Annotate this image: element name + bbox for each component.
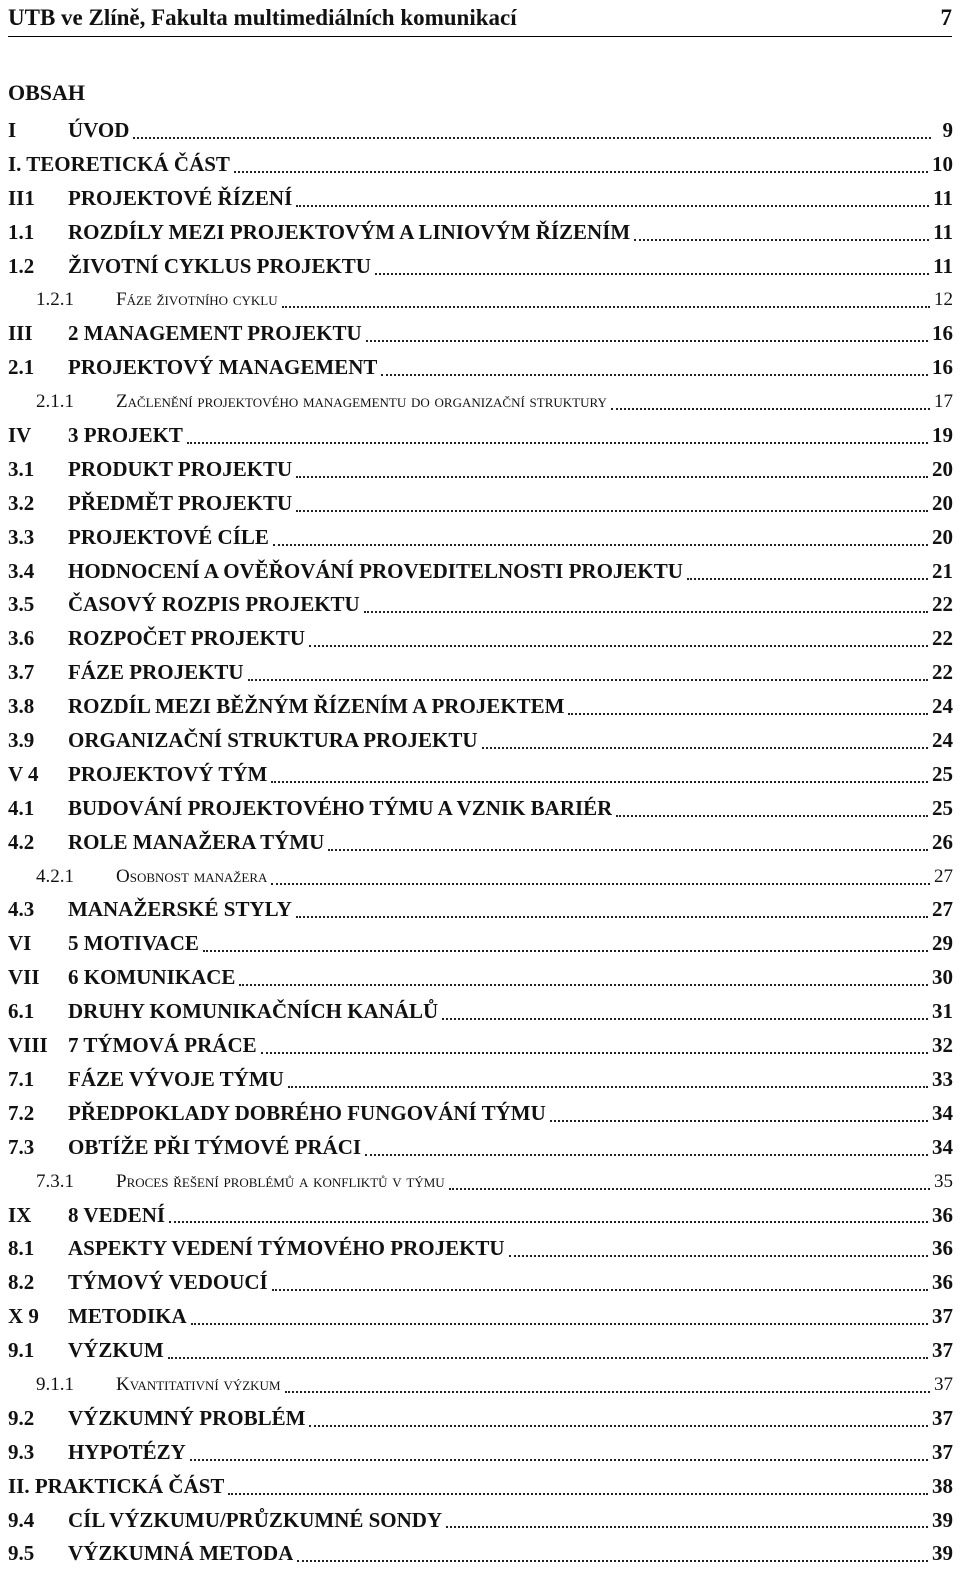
toc-entry-title: VÝZKUM — [68, 1338, 164, 1363]
toc-entry[interactable] — [8, 1266, 953, 1300]
toc-entry-title: PROJEKTOVÉ ŘÍZENÍ — [68, 185, 293, 210]
toc-entry-title: VÝZKUMNÁ METODA — [68, 1541, 294, 1566]
header-title: UTB ve Zlíně, Fakulta multimediálních komunikací — [8, 5, 517, 30]
toc-entry-number: 4.1 — [8, 795, 35, 820]
toc-entry-number: 3.9 — [8, 728, 35, 753]
toc-entry-page: 39 — [932, 1507, 953, 1532]
toc-entry-page: 16 — [932, 355, 953, 380]
toc-entry-title: Osobnost manažera — [116, 865, 268, 887]
toc-entry-page: 35 — [934, 1170, 953, 1192]
toc-entry-page: 12 — [934, 289, 953, 311]
toc-entry-title: OBTÍŽE PŘI TÝMOVÉ PRÁCI — [68, 1134, 362, 1159]
toc-dot-leader — [169, 1221, 928, 1223]
toc-entry-title: PROJEKTOVÉ CÍLE — [68, 524, 269, 549]
toc-entry[interactable] — [8, 182, 953, 216]
toc-entry-title: ČASOVÝ ROZPIS PROJEKTU — [68, 592, 360, 617]
toc-entry-title: Kvantitativní výzkum — [116, 1373, 281, 1395]
toc-entry-number: 9.1.1 — [36, 1373, 74, 1395]
toc-dot-leader — [271, 883, 930, 885]
toc-entry-number: II1 — [8, 185, 35, 210]
toc-entry-number: 9.3 — [8, 1439, 35, 1464]
toc-entry-page: 20 — [932, 490, 953, 515]
toc-entry[interactable] — [8, 995, 953, 1029]
toc-dot-leader — [261, 1052, 928, 1054]
toc-dot-leader — [285, 1391, 930, 1393]
toc-entry-page: 11 — [933, 253, 953, 278]
toc-dot-leader — [191, 1323, 928, 1325]
toc-entry-number: 4.3 — [8, 897, 35, 922]
toc-dot-leader — [168, 1357, 928, 1359]
toc-entry-title: 2 MANAGEMENT PROJEKTU — [68, 321, 362, 346]
toc-entry[interactable] — [8, 1232, 953, 1266]
toc-entry[interactable] — [8, 1063, 953, 1097]
toc-entry-title: 5 MOTIVACE — [68, 931, 199, 956]
toc-entry-number: 7.3.1 — [36, 1170, 74, 1192]
toc-entry-number: 3.2 — [8, 490, 35, 515]
toc-entry[interactable] — [8, 690, 953, 724]
toc-dot-leader — [381, 374, 928, 376]
toc-entry-number: 9.2 — [8, 1405, 35, 1430]
toc-entry[interactable] — [8, 792, 953, 826]
toc-entry-number: 2.1.1 — [36, 391, 74, 413]
toc-entry-number: 3.5 — [8, 592, 35, 617]
toc-entry-number: 9.5 — [8, 1541, 35, 1566]
toc-entry-page: 11 — [933, 185, 953, 210]
toc-dot-leader — [328, 849, 928, 851]
toc-dot-leader — [365, 1154, 928, 1156]
toc-entry[interactable] — [8, 961, 953, 995]
toc-dot-leader — [687, 578, 928, 580]
toc-entry[interactable] — [8, 1097, 953, 1131]
toc-entry-page: 36 — [932, 1236, 953, 1261]
toc-entry[interactable] — [8, 114, 953, 148]
toc-entry-page: 9 — [942, 118, 953, 142]
toc-entry-page: 22 — [932, 626, 953, 651]
toc-entry-number: 8.1 — [8, 1236, 35, 1261]
toc-entry-page: 30 — [932, 965, 953, 990]
toc-entry[interactable] — [8, 1504, 953, 1538]
toc-entry-page: 36 — [932, 1202, 953, 1227]
toc-dot-leader — [550, 1120, 928, 1122]
toc-dot-leader — [611, 408, 930, 410]
toc-entry-page: 10 — [932, 151, 953, 176]
toc-entry-title: TÝMOVÝ VEDOUCÍ — [68, 1270, 268, 1295]
toc-dot-leader — [634, 239, 929, 241]
toc-dot-leader — [190, 1459, 928, 1461]
toc-entry-number: 3.8 — [8, 694, 35, 719]
toc-entry[interactable] — [8, 927, 953, 961]
header-page-number: 7 — [940, 5, 952, 30]
toc-entry-title: PROJEKTOVÝ TÝM — [68, 761, 268, 786]
toc-entry-number: 7.1 — [8, 1066, 35, 1091]
toc-dot-leader — [296, 510, 928, 512]
toc-dot-leader — [442, 1018, 928, 1020]
toc-entry-page: 37 — [932, 1405, 953, 1430]
toc-entry-number: VI — [8, 931, 32, 956]
toc-entry-page: 38 — [932, 1473, 953, 1498]
toc-entry-number: 3.7 — [8, 660, 35, 685]
toc-entry-title: PŘEDPOKLADY DOBRÉHO FUNGOVÁNÍ TÝMU — [68, 1100, 546, 1125]
toc-entry-number: VIII — [8, 1033, 48, 1058]
toc-entry[interactable] — [8, 1165, 953, 1199]
toc-entry-page: 20 — [932, 456, 953, 481]
toc-entry[interactable] — [8, 1334, 953, 1368]
toc-entry-page: 39 — [932, 1541, 953, 1566]
toc-entry-title: ROZPOČET PROJEKTU — [68, 626, 306, 651]
toc-entry-page: 24 — [932, 694, 953, 719]
toc-entry-page: 37 — [932, 1439, 953, 1464]
toc-entry-title: 6 KOMUNIKACE — [68, 965, 236, 990]
toc-entry-title: Proces řešení problémů a konfliktů v týmu — [116, 1170, 445, 1192]
toc-entry-title: ASPEKTY VEDENÍ TÝMOVÉHO PROJEKTU — [68, 1236, 505, 1261]
toc-entry[interactable] — [8, 1131, 953, 1165]
toc-entry[interactable] — [8, 1436, 953, 1470]
toc-dot-leader — [449, 1188, 930, 1190]
toc-entry-page: 27 — [932, 897, 953, 922]
toc-entry[interactable] — [8, 216, 953, 250]
toc-entry[interactable] — [8, 656, 953, 690]
toc-entry[interactable] — [8, 1470, 953, 1504]
toc-entry-number: 3.3 — [8, 524, 35, 549]
toc-dot-leader — [616, 815, 928, 817]
toc-entry-title: PRODUKT PROJEKTU — [68, 456, 293, 481]
toc-entry-page: 17 — [934, 391, 953, 413]
toc-dot-leader — [364, 611, 928, 613]
toc-entry-page: 32 — [932, 1033, 953, 1058]
toc-entry-page: 37 — [932, 1304, 953, 1329]
toc-entry-number: 7.3 — [8, 1134, 35, 1159]
toc-entry-number: III — [8, 321, 33, 346]
toc-entry-page: 25 — [932, 761, 953, 786]
toc-entry-page: 24 — [932, 728, 953, 753]
toc-entry-title: MANAŽERSKÉ STYLY — [68, 897, 292, 922]
toc-entry[interactable] — [8, 385, 953, 419]
toc-dot-leader — [282, 306, 930, 308]
toc-entry[interactable] — [8, 724, 953, 758]
toc-entry[interactable] — [8, 758, 953, 792]
toc-entry-page: 36 — [932, 1270, 953, 1295]
toc-entry-number: 3.1 — [8, 456, 35, 481]
toc-entry[interactable] — [8, 487, 953, 521]
toc-entry-title: BUDOVÁNÍ PROJEKTOVÉHO TÝMU A VZNIK BARIÉR — [68, 795, 613, 820]
toc-entry-number: IX — [8, 1202, 32, 1227]
toc-dot-leader — [296, 916, 928, 918]
toc-entry[interactable] — [8, 826, 953, 860]
toc-entry-page: 27 — [934, 865, 953, 887]
toc-entry-page: 34 — [932, 1100, 953, 1125]
toc-dot-leader — [296, 476, 928, 478]
toc-entry-title: ŽIVOTNÍ CYKLUS PROJEKTU — [68, 253, 371, 278]
toc-entry-page: 25 — [932, 795, 953, 820]
toc-entry-title: FÁZE VÝVOJE TÝMU — [68, 1066, 284, 1091]
toc-entry[interactable] — [8, 860, 953, 894]
toc-entry[interactable] — [8, 588, 953, 622]
toc-dot-leader — [271, 781, 928, 783]
toc-entry-page: 37 — [932, 1338, 953, 1363]
toc-entry-title: PŘEDMĚT PROJEKTU — [68, 490, 293, 515]
toc-entry-number: 3.6 — [8, 626, 35, 651]
toc-entry[interactable] — [8, 148, 953, 182]
toc-entry-page: 11 — [933, 219, 953, 244]
toc-entry-number: 2.1 — [8, 355, 35, 380]
toc-title: OBSAH — [8, 80, 86, 105]
toc-entry-page: 33 — [932, 1066, 953, 1091]
toc-entry-page: 31 — [932, 999, 953, 1024]
toc-entry-title: 8 VEDENÍ — [68, 1202, 166, 1227]
toc-entry-number: 6.1 — [8, 999, 35, 1024]
toc-dot-leader — [228, 1493, 928, 1495]
toc-entry[interactable] — [8, 1368, 953, 1402]
toc-entry-number: 4.2.1 — [36, 865, 74, 887]
toc-entry[interactable] — [8, 1199, 953, 1233]
toc-entry-title: ROZDÍLY MEZI PROJEKTOVÝM A LINIOVÝM ŘÍZENÍM — [68, 219, 631, 244]
toc-entry-title: ÚVOD — [68, 118, 130, 142]
toc-dot-leader — [309, 1425, 928, 1427]
toc-entry[interactable] — [8, 453, 953, 487]
toc-entry-title: ROLE MANAŽERA TÝMU — [68, 829, 325, 854]
toc-entry[interactable] — [8, 1537, 953, 1571]
toc-entry-title: HYPOTÉZY — [68, 1439, 186, 1464]
toc-entry-number: X 9 — [8, 1304, 39, 1329]
toc-dot-leader — [309, 645, 928, 647]
toc-dot-leader — [375, 273, 929, 275]
toc-entry-number: IV — [8, 423, 32, 448]
toc-dot-leader — [273, 544, 928, 546]
toc-entry-number: 4.2 — [8, 829, 35, 854]
toc-entry-page: 29 — [932, 931, 953, 956]
toc-entry-page: 16 — [932, 321, 953, 346]
toc-entry-page: 19 — [932, 423, 953, 448]
toc-entry-page: 21 — [932, 558, 953, 583]
toc-entry-title: METODIKA — [68, 1304, 187, 1329]
toc-dot-leader — [272, 1289, 928, 1291]
toc-entry-page: 26 — [932, 829, 953, 854]
toc-entry-number: 7.2 — [8, 1100, 35, 1125]
toc-dot-leader — [446, 1526, 928, 1528]
toc-entry[interactable] — [8, 419, 953, 453]
toc-entry[interactable] — [8, 250, 953, 284]
toc-entry-number: 1.2.1 — [36, 289, 74, 311]
toc-dot-leader — [234, 171, 928, 173]
toc-entry-page: 22 — [932, 660, 953, 685]
toc-entry[interactable] — [8, 1402, 953, 1436]
toc-entry-number: 1.2 — [8, 253, 35, 278]
toc-entry[interactable] — [8, 622, 953, 656]
toc-entry-title: 7 TÝMOVÁ PRÁCE — [68, 1033, 257, 1058]
toc-entry-title: II. PRAKTICKÁ ČÁST — [8, 1473, 225, 1498]
toc-entry-title: DRUHY KOMUNIKAČNÍCH KANÁLŮ — [68, 999, 439, 1024]
toc-entry[interactable] — [8, 1300, 953, 1334]
toc-entry-page: 34 — [932, 1134, 953, 1159]
toc-dot-leader — [203, 950, 928, 952]
toc-entry-page: 20 — [932, 524, 953, 549]
toc-entry[interactable] — [8, 351, 953, 385]
toc-entry[interactable] — [8, 317, 953, 351]
toc-dot-leader — [366, 340, 928, 342]
toc-entry-title: 3 PROJEKT — [68, 423, 183, 448]
table-of-contents — [8, 114, 953, 1571]
toc-dot-leader — [133, 137, 931, 139]
toc-entry-number: 1.1 — [8, 219, 35, 244]
toc-entry-number: 9.1 — [8, 1338, 35, 1363]
toc-dot-leader — [187, 442, 928, 444]
toc-dot-leader — [248, 679, 928, 681]
toc-dot-leader — [509, 1255, 928, 1257]
toc-entry-title: ORGANIZAČNÍ STRUKTURA PROJEKTU — [68, 728, 478, 753]
toc-dot-leader — [239, 984, 928, 986]
toc-entry-number: I — [8, 118, 17, 142]
toc-dot-leader — [482, 747, 928, 749]
toc-entry-number: VII — [8, 965, 40, 990]
toc-entry-number: 9.4 — [8, 1507, 35, 1532]
toc-dot-leader — [568, 713, 928, 715]
toc-entry-page: 37 — [934, 1373, 953, 1395]
toc-dot-leader — [296, 205, 929, 207]
toc-entry[interactable] — [8, 283, 953, 317]
toc-entry[interactable] — [8, 555, 953, 589]
toc-entry-title: Fáze životního cyklu — [116, 289, 278, 311]
toc-entry-title: I. TEORETICKÁ ČÁST — [8, 151, 230, 176]
toc-entry-title: FÁZE PROJEKTU — [68, 660, 244, 685]
toc-entry-number: 3.4 — [8, 558, 35, 583]
toc-entry-title: HODNOCENÍ A OVĚŘOVÁNÍ PROVEDITELNOSTI PROJEKTU — [68, 558, 683, 583]
toc-entry-title: VÝZKUMNÝ PROBLÉM — [68, 1405, 306, 1430]
toc-entry[interactable] — [8, 1029, 953, 1063]
toc-entry-title: Začlenění projektového managementu do organizační struktury — [116, 391, 607, 413]
toc-entry[interactable] — [8, 893, 953, 927]
toc-dot-leader — [288, 1086, 928, 1088]
toc-entry-title: CÍL VÝZKUMU/PRŮZKUMNÉ SONDY — [68, 1507, 443, 1532]
toc-dot-leader — [297, 1560, 928, 1562]
toc-entry-number: V 4 — [8, 761, 39, 786]
toc-entry-page: 22 — [932, 592, 953, 617]
page-header — [8, 0, 952, 37]
toc-entry-title: ROZDÍL MEZI BĚŽNÝM ŘÍZENÍM A PROJEKTEM — [68, 694, 565, 719]
toc-entry[interactable] — [8, 521, 953, 555]
toc-entry-title: PROJEKTOVÝ MANAGEMENT — [68, 355, 378, 380]
toc-entry-number: 8.2 — [8, 1270, 35, 1295]
